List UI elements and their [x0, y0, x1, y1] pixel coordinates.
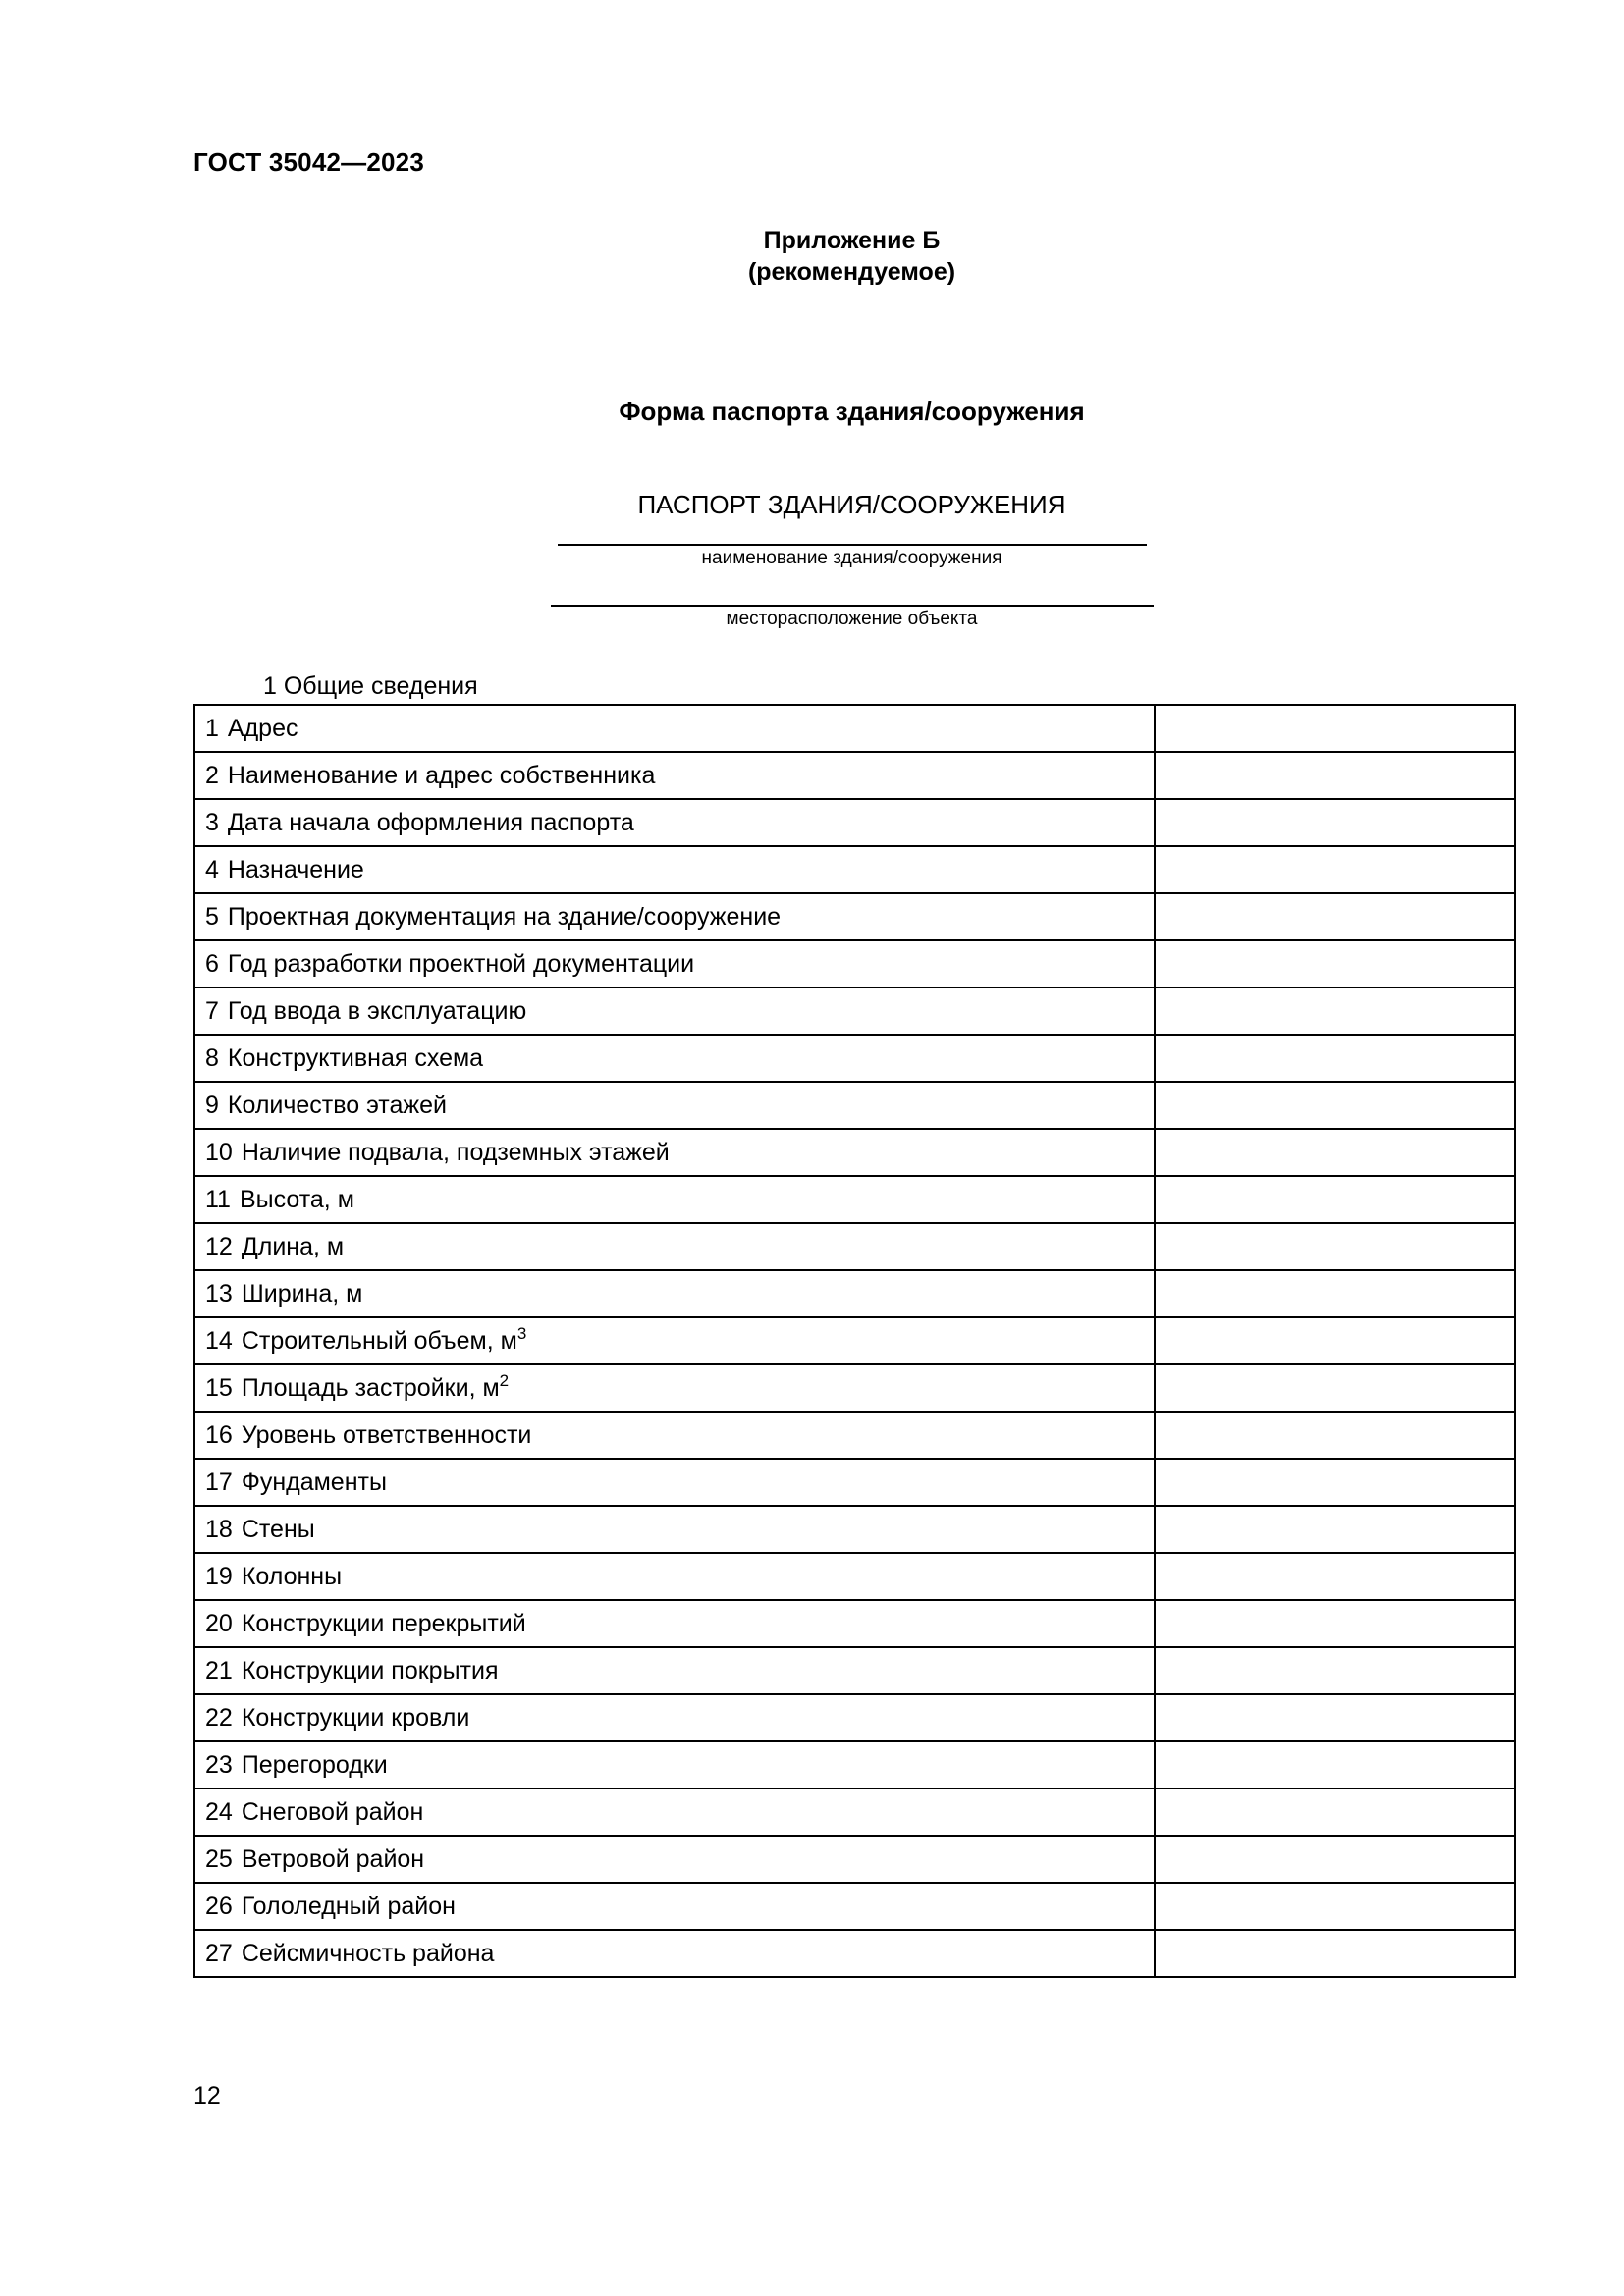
name-caption: наименование здания/сооружения — [701, 548, 1002, 568]
table-row — [194, 1317, 1515, 1364]
row-number: 15 — [205, 1373, 233, 1402]
row-number: 14 — [205, 1326, 233, 1355]
name-fill-line[interactable] — [558, 544, 1147, 546]
row-label: Перегородки — [241, 1750, 388, 1779]
row-number: 19 — [205, 1562, 233, 1590]
row-number: 23 — [205, 1750, 233, 1779]
table-row — [194, 799, 1515, 846]
row-label: Наличие подвала, подземных этажей — [241, 1138, 670, 1166]
table-row — [194, 940, 1515, 988]
row-label: Проектная документация на здание/сооружение — [227, 902, 782, 931]
row-value-cell[interactable] — [1155, 1930, 1515, 1977]
row-value-cell[interactable] — [1155, 1647, 1515, 1694]
table-row — [194, 705, 1515, 752]
table-row — [194, 752, 1515, 799]
row-label: Сейсмичность района — [241, 1939, 495, 1967]
table-row — [194, 1647, 1515, 1694]
row-value-cell[interactable] — [1155, 1883, 1515, 1930]
row-value-cell[interactable] — [1155, 1600, 1515, 1647]
row-value-cell[interactable] — [1155, 1129, 1515, 1176]
row-label-cell — [194, 1930, 1155, 1977]
row-number: 26 — [205, 1892, 233, 1920]
row-label: Строительный объем, м — [241, 1326, 517, 1355]
row-value-cell[interactable] — [1155, 846, 1515, 893]
row-value-cell[interactable] — [1155, 1836, 1515, 1883]
row-label: Наименование и адрес собственника — [227, 761, 656, 789]
row-number: 25 — [205, 1844, 233, 1873]
row-label-cell — [194, 1789, 1155, 1836]
row-label: Конструкции покрытия — [241, 1656, 499, 1684]
row-number: 5 — [205, 902, 219, 931]
row-value-cell[interactable] — [1155, 1035, 1515, 1082]
standard-code: ГОСТ 35042—2023 — [193, 147, 424, 177]
annex-title: Приложение Б — [763, 227, 941, 254]
row-label: Год разработки проектной документации — [227, 949, 695, 978]
row-number: 3 — [205, 808, 219, 836]
row-label-cell — [194, 1506, 1155, 1553]
row-label-cell — [194, 799, 1155, 846]
table-row — [194, 988, 1515, 1035]
row-label: Уровень ответственности — [241, 1420, 532, 1449]
row-label-cell — [194, 1647, 1155, 1694]
table-row — [194, 1035, 1515, 1082]
row-number: 8 — [205, 1043, 219, 1072]
location-fill-line[interactable] — [551, 605, 1154, 607]
table-body — [194, 705, 1515, 1977]
row-value-cell[interactable] — [1155, 1506, 1515, 1553]
table-row — [194, 1883, 1515, 1930]
row-label-cell — [194, 940, 1155, 988]
row-label-cell — [194, 846, 1155, 893]
row-label-cell — [194, 1412, 1155, 1459]
table-row — [194, 1789, 1515, 1836]
row-number: 21 — [205, 1656, 233, 1684]
table-row — [194, 1506, 1515, 1553]
row-label: Конструкции кровли — [241, 1703, 470, 1732]
table-row — [194, 1364, 1515, 1412]
annex-status: (рекомендуемое) — [747, 258, 956, 286]
row-number: 27 — [205, 1939, 233, 1967]
row-label: Высота, м — [239, 1185, 354, 1213]
table-row — [194, 1129, 1515, 1176]
row-label: Ширина, м — [241, 1279, 363, 1308]
table-row — [194, 1270, 1515, 1317]
row-number: 9 — [205, 1091, 219, 1119]
row-label-cell — [194, 1082, 1155, 1129]
table-row — [194, 846, 1515, 893]
row-number: 18 — [205, 1515, 233, 1543]
row-label-cell — [194, 988, 1155, 1035]
row-label: Назначение — [227, 855, 364, 883]
annex-heading — [0, 225, 1624, 288]
passport-title: ПАСПОРТ ЗДАНИЯ/СООРУЖЕНИЯ — [637, 490, 1066, 519]
row-number: 7 — [205, 996, 219, 1025]
row-label-cell — [194, 1270, 1155, 1317]
table-row — [194, 1082, 1515, 1129]
section-title: 1 Общие сведения — [263, 672, 478, 700]
row-label: Длина, м — [241, 1232, 345, 1260]
row-number: 4 — [205, 855, 219, 883]
row-number: 17 — [205, 1468, 233, 1496]
row-value-cell[interactable] — [1155, 1694, 1515, 1741]
row-label-cell — [194, 1129, 1155, 1176]
row-value-cell[interactable] — [1155, 705, 1515, 752]
row-label: Площадь застройки, м — [241, 1373, 500, 1402]
row-value-cell[interactable] — [1155, 1317, 1515, 1364]
row-number: 12 — [205, 1232, 233, 1260]
row-value-cell[interactable] — [1155, 1459, 1515, 1506]
row-label-cell — [194, 1459, 1155, 1506]
table-row — [194, 1836, 1515, 1883]
table-row — [194, 1694, 1515, 1741]
row-label-cell — [194, 1317, 1155, 1364]
row-number: 10 — [205, 1138, 233, 1166]
row-value-cell[interactable] — [1155, 1789, 1515, 1836]
row-label: Снеговой район — [241, 1797, 424, 1826]
row-label-cell — [194, 1836, 1155, 1883]
table-row — [194, 1223, 1515, 1270]
row-number: 6 — [205, 949, 219, 978]
row-label-cell — [194, 1600, 1155, 1647]
row-value-cell[interactable] — [1155, 1553, 1515, 1600]
row-value-cell[interactable] — [1155, 988, 1515, 1035]
row-label: Конструктивная схема — [227, 1043, 484, 1072]
row-number: 20 — [205, 1609, 233, 1637]
row-label: Фундаменты — [241, 1468, 387, 1496]
location-caption: месторасположение объекта — [726, 609, 978, 629]
table-row — [194, 1176, 1515, 1223]
table-row — [194, 1459, 1515, 1506]
row-label-cell — [194, 1694, 1155, 1741]
row-value-cell[interactable] — [1155, 940, 1515, 988]
row-value-cell[interactable] — [1155, 1364, 1515, 1412]
row-label: Стены — [241, 1515, 315, 1543]
row-label-cell — [194, 705, 1155, 752]
row-number: 2 — [205, 761, 219, 789]
row-number: 16 — [205, 1420, 233, 1449]
page-number: 12 — [193, 2082, 221, 2109]
row-label: Гололедный район — [241, 1892, 456, 1920]
row-value-cell[interactable] — [1155, 1270, 1515, 1317]
row-label-cell — [194, 1883, 1155, 1930]
row-label-cell — [194, 1223, 1155, 1270]
row-number: 13 — [205, 1279, 233, 1308]
row-number: 1 — [205, 714, 219, 742]
row-label: Количество этажей — [227, 1091, 447, 1119]
row-label: Дата начала оформления паспорта — [227, 808, 634, 836]
row-value-cell[interactable] — [1155, 1223, 1515, 1270]
row-number: 22 — [205, 1703, 233, 1732]
row-label: Конструкции перекрытий — [241, 1609, 526, 1637]
row-label: Ветровой район — [241, 1844, 425, 1873]
table-row — [194, 1553, 1515, 1600]
row-value-cell[interactable] — [1155, 799, 1515, 846]
row-number: 24 — [205, 1797, 233, 1826]
form-title: Форма паспорта здания/сооружения — [619, 397, 1085, 426]
row-label-cell — [194, 1176, 1155, 1223]
general-info-table — [193, 704, 1516, 1978]
table-row — [194, 893, 1515, 940]
row-label-cell — [194, 752, 1155, 799]
row-number: 11 — [205, 1185, 231, 1213]
table-row — [194, 1930, 1515, 1977]
table-row — [194, 1741, 1515, 1789]
row-label-cell — [194, 1553, 1155, 1600]
row-value-cell[interactable] — [1155, 1082, 1515, 1129]
row-label-cell — [194, 1035, 1155, 1082]
row-label: Адрес — [227, 714, 298, 742]
row-label-cell — [194, 1364, 1155, 1412]
unit-exponent: 2 — [499, 1370, 510, 1390]
row-value-cell[interactable] — [1155, 1176, 1515, 1223]
table-row — [194, 1600, 1515, 1647]
unit-exponent: 3 — [516, 1323, 527, 1343]
row-value-cell[interactable] — [1155, 1412, 1515, 1459]
row-label-cell — [194, 1741, 1155, 1789]
row-label-cell — [194, 893, 1155, 940]
table-row — [194, 1412, 1515, 1459]
row-value-cell[interactable] — [1155, 1741, 1515, 1789]
row-value-cell[interactable] — [1155, 893, 1515, 940]
row-label: Год ввода в эксплуатацию — [227, 996, 527, 1025]
row-label: Колонны — [241, 1562, 343, 1590]
row-value-cell[interactable] — [1155, 752, 1515, 799]
